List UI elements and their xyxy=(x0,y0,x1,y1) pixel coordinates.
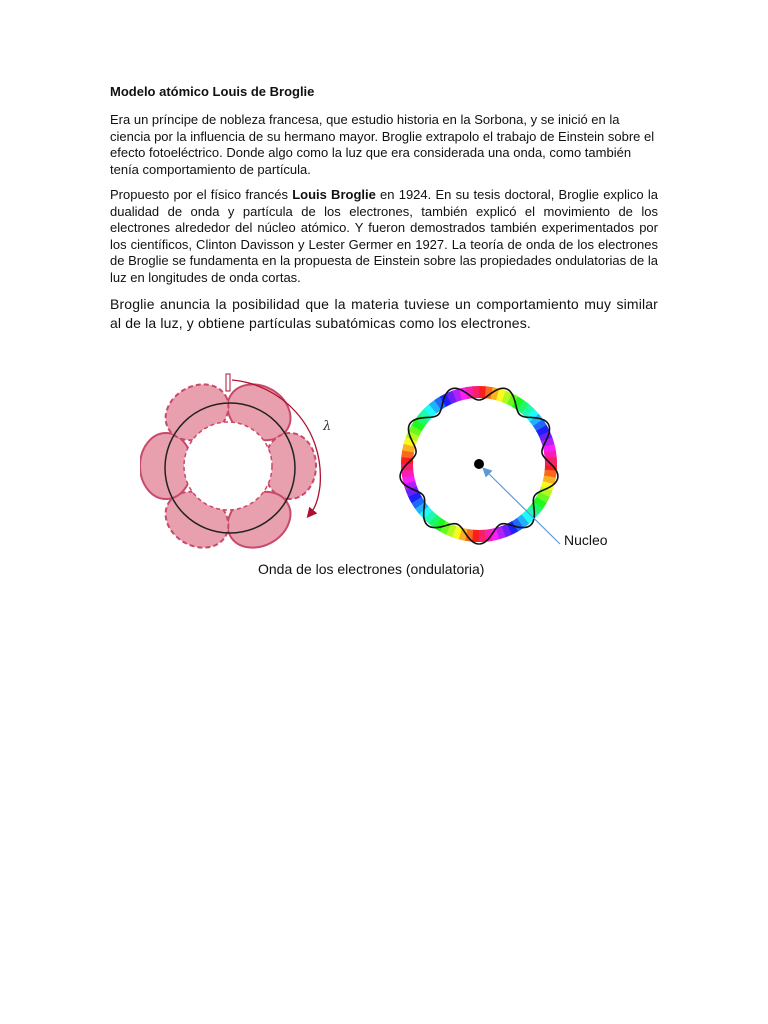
nucleus-dot xyxy=(474,459,484,469)
paragraph-proposal xyxy=(110,187,658,286)
figure-drawing xyxy=(140,366,630,556)
paragraph-proposal-intro: Propuesto por el físico francés xyxy=(110,187,293,202)
document-title: Modelo atómico Louis de Broglie xyxy=(110,84,315,99)
paragraph-proposal-body: en 1924. En su tesis doctoral, Broglie explico la dualidad de onda y partícula de los electrones, también explicó el movimiento de los electrones alrededor del núcleo atómico. Y fueron demostrados también experimentados por los científicos, Clinton Davisson y Lester Germer en 1927. La teoría de onda de los electrones de Broglie se fundamenta en la propuesta de Einstein sobre las propiedades ondulatorias de la luz en longitudes de onda cortas. xyxy=(110,187,658,285)
scientist-name: Louis Broglie xyxy=(292,187,376,202)
nucleus-label: Nucleo xyxy=(564,532,608,548)
paragraph-conclusion: Broglie anuncia la posibilidad que la materia tuviese un comportamiento muy similar al de la luz, y obtiene partículas subatómicas como los electrones. xyxy=(110,296,658,331)
lambda-symbol: λ xyxy=(323,419,332,434)
electron-wave-figure xyxy=(140,366,630,556)
paragraph-biography: Era un príncipe de nobleza francesa, que estudio historia en la Sorbona, y se inició en la ciencia por la influencia de su hermano mayor. Broglie extrapolo el trabajo de Einstein sobre el efecto fotoeléctrico. Donde algo como la luz que era considerada una onda, como también tenía comportamiento de partícula. xyxy=(110,112,655,177)
inner-node-circle xyxy=(184,422,272,510)
figure-caption: Onda de los electrones (ondulatoria) xyxy=(258,561,485,577)
wave-lobes-diagram xyxy=(140,373,316,556)
document-body xyxy=(110,84,658,342)
